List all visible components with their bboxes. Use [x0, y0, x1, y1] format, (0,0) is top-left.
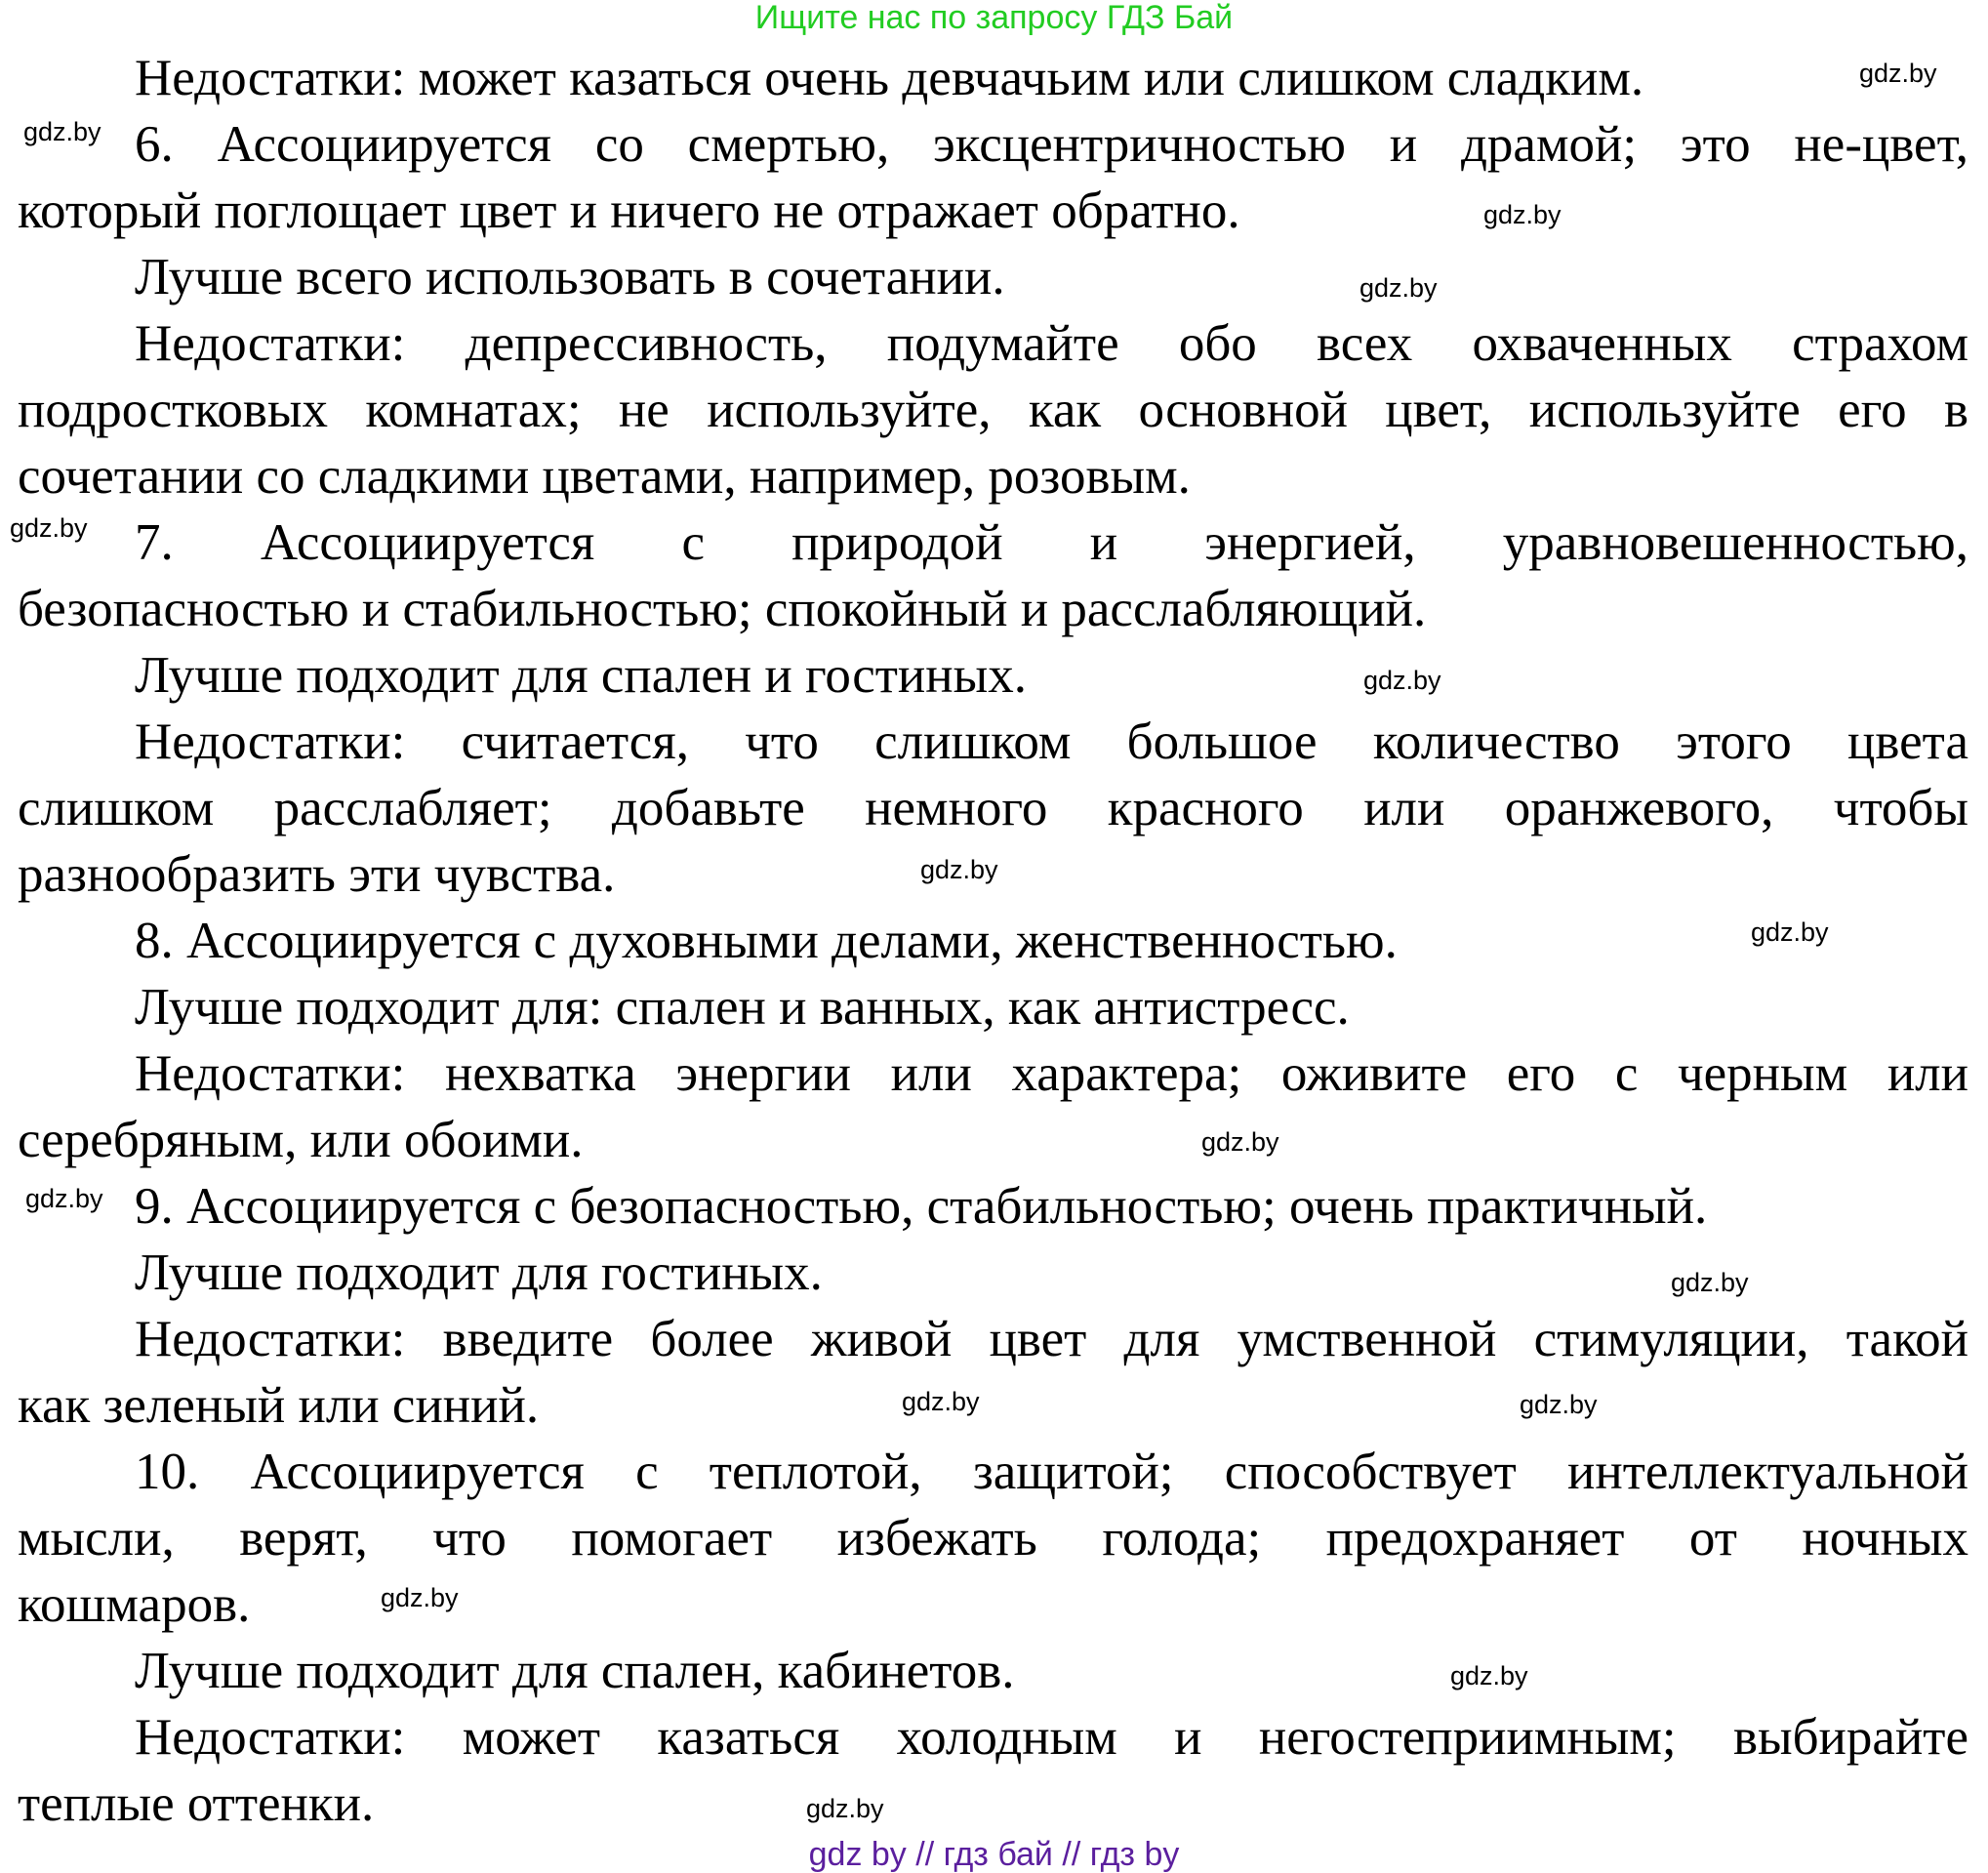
gdz-watermark: gdz.by	[920, 855, 998, 884]
gdz-watermark: gdz.by	[806, 1794, 884, 1823]
gdz-watermark: gdz.by	[1363, 666, 1441, 695]
document-body	[18, 45, 1968, 1837]
gdz-watermark: gdz.by	[1201, 1127, 1279, 1157]
text-line: который поглощает цвет и ничего не отражает обратно.	[18, 183, 1240, 239]
gdz-watermark: gdz.by	[25, 1184, 103, 1213]
text-line: Недостатки: депрессивность, подумайте обо всех охваченных страхом	[135, 315, 1968, 372]
text-line: 9. Ассоциируется с безопасностью, стабильностью; очень практичный.	[135, 1178, 1708, 1235]
search-banner: Ищите нас по запросу ГДЗ Бай	[754, 0, 1234, 36]
text-line: слишком расслабляет; добавьте немного красного или оранжевого, чтобы	[18, 780, 1968, 836]
gdz-watermark: gdz.by	[10, 513, 88, 543]
text-line: Недостатки: может казаться очень девчачьим или слишком сладким.	[135, 50, 1644, 106]
text-line: кошмаров.	[18, 1576, 251, 1633]
gdz-watermark: gdz.by	[1671, 1268, 1749, 1297]
text-line: 6. Ассоциируется со смертью, эксцентричностью и драмой; это не-цвет,	[135, 116, 1968, 173]
gdz-watermark: gdz.by	[1450, 1661, 1528, 1690]
text-line: как зеленый или синий.	[18, 1377, 540, 1434]
gdz-watermark: gdz.by	[381, 1583, 459, 1612]
text-line: Лучше подходит для спален, кабинетов.	[135, 1643, 1015, 1699]
text-line: Лучше подходит для: спален и ванных, как антистресс.	[135, 979, 1350, 1036]
text-line: сочетании со сладкими цветами, например, розовым.	[18, 448, 1191, 505]
text-line: Лучше подходит для гостиных.	[135, 1244, 823, 1301]
text-line: 10. Ассоциируется с теплотой, защитой; способствует интеллектуальной	[135, 1444, 1968, 1500]
gdz-watermark: gdz.by	[23, 117, 101, 146]
text-line: серебряным, или обоими.	[18, 1112, 584, 1168]
footer-watermark: gdz by // гдз бай // гдз by	[808, 1836, 1180, 1873]
text-line: Лучше подходит для спален и гостиных.	[135, 647, 1027, 704]
text-line: теплые оттенки.	[18, 1775, 375, 1832]
gdz-watermark: gdz.by	[902, 1387, 980, 1416]
text-line: Недостатки: считается, что слишком большое количество этого цвета	[135, 713, 1968, 770]
text-line: Недостатки: введите более живой цвет для умственной стимуляции, такой	[135, 1311, 1968, 1367]
gdz-watermark: gdz.by	[1751, 917, 1829, 947]
text-line: Лучше всего использовать в сочетании.	[135, 249, 1005, 305]
gdz-watermark: gdz.by	[1483, 200, 1562, 229]
text-line: разнообразить эти чувства.	[18, 846, 616, 903]
text-line: подростковых комнатах; не используйте, как основной цвет, используйте его в	[18, 382, 1968, 438]
text-line: безопасностью и стабильностью; спокойный и расслабляющий.	[18, 581, 1427, 637]
text-line: 8. Ассоциируется с духовными делами, женственностью.	[135, 913, 1398, 969]
text-line: мысли, верят, что помогает избежать голода; предохраняет от ночных	[18, 1510, 1968, 1567]
text-line: Недостатки: может казаться холодным и негостеприимным; выбирайте	[135, 1709, 1968, 1766]
text-line: 7. Ассоциируется с природой и энергией, уравновешенностью,	[135, 514, 1968, 571]
text-line: Недостатки: нехватка энергии или характера; оживите его с черным или	[135, 1045, 1968, 1102]
gdz-watermark: gdz.by	[1520, 1390, 1598, 1419]
gdz-watermark: gdz.by	[1359, 273, 1438, 303]
gdz-watermark: gdz.by	[1859, 59, 1937, 88]
